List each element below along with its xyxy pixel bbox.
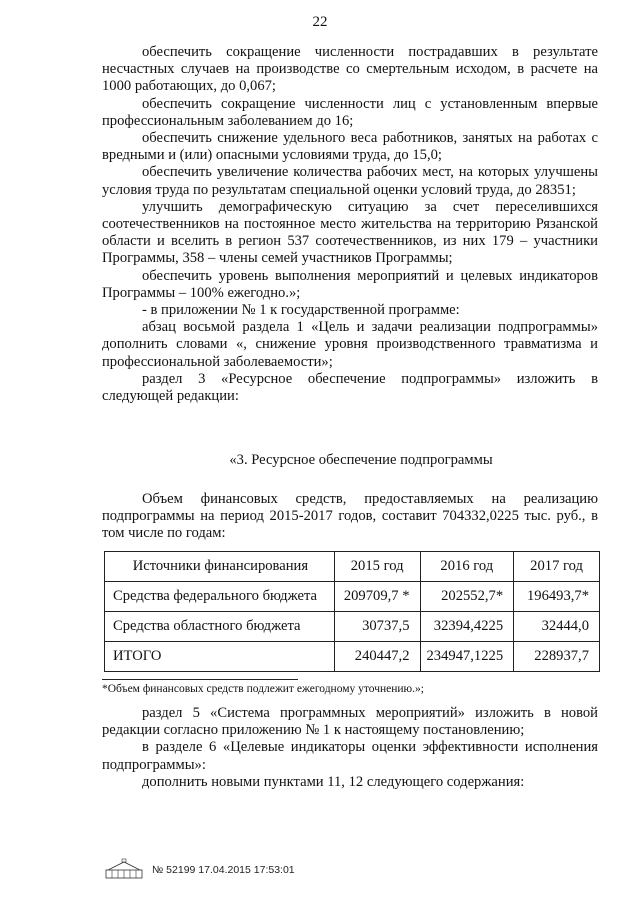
paragraph: улучшить демографическую ситуацию за счет переселившихся соотечественников на постоянное место жительства на территорию Рязанской области и вселить в регион 537 соотечественников, из них 179 – участники Программы, 358 – члены семей участников Программы; <box>102 198 598 267</box>
table-cell: 209709,7 * <box>334 582 420 612</box>
table-cell: 196493,7* <box>514 582 600 612</box>
section-heading: «3. Ресурсное обеспечение подпрограммы <box>229 452 493 468</box>
table-cell: 234947,1225 <box>420 642 514 672</box>
paragraph: раздел 5 «Система программных мероприятий» изложить в новой редакции согласно приложению № 1 к настоящему постановлению; <box>102 705 598 739</box>
table-cell: 32444,0 <box>514 612 600 642</box>
table-header: 2017 год <box>514 552 600 582</box>
table-header: 2015 год <box>334 552 420 582</box>
intro-text <box>102 491 598 543</box>
paragraph: обеспечить сокращение численности пострадавших в результате несчастных случаев на производстве со смертельным исходом, в расчете на 1000 работающих, до 0,067; <box>102 44 598 95</box>
paragraph: обеспечить уровень выполнения мероприятий и целевых индикаторов Программы – 100% ежегодно.»; <box>102 267 598 301</box>
table-cell: 240447,2 <box>334 642 420 672</box>
paragraph: дополнить новыми пунктами 11, 12 следующего содержания: <box>142 773 525 790</box>
table-row <box>105 582 600 612</box>
table-cell: Средства федерального бюджета <box>105 582 335 612</box>
paragraph: обеспечить снижение удельного веса работников, занятых на работах с вредными и (или) опасными условиями труда, до 15,0; <box>102 130 598 164</box>
table-cell: 32394,4225 <box>420 612 514 642</box>
footnote: *Объем финансовых средств подлежит ежегодному уточнению.»; <box>102 683 424 695</box>
body-text-continued <box>102 705 598 791</box>
paragraph: в разделе 6 «Целевые индикаторы оценки эффективности исполнения подпрограммы»: <box>102 739 598 773</box>
table-cell: ИТОГО <box>105 642 335 672</box>
paragraph: - в приложении № 1 к государственной программе: <box>142 302 460 319</box>
page-number: 22 <box>312 14 328 30</box>
registration-stamp-text: № 52199 17.04.2015 17:53:01 <box>152 864 295 876</box>
footnote-divider <box>102 679 298 680</box>
table-cell: 30737,5 <box>334 612 420 642</box>
table-row <box>105 612 600 642</box>
table-header: 2016 год <box>420 552 514 582</box>
table-cell: 228937,7 <box>514 642 600 672</box>
table-header: Источники финансирования <box>105 552 335 582</box>
funding-table <box>104 551 600 672</box>
table-header-row <box>105 552 600 582</box>
body-text <box>102 44 598 405</box>
table-cell: Средства областного бюджета <box>105 612 335 642</box>
paragraph: обеспечить увеличение количества рабочих мест, на которых улучшены условия труда по результатам специальной оценки условий труда, до 28351; <box>102 164 598 198</box>
paragraph: раздел 3 «Ресурсное обеспечение подпрограммы» изложить в следующей редакции: <box>102 370 598 405</box>
paragraph: обеспечить сокращение численности лиц с установленным впервые профессиональным заболеванием до 16; <box>102 95 598 129</box>
table-cell: 202552,7* <box>420 582 514 612</box>
paragraph: Объем финансовых средств, предоставляемых на реализацию подпрограммы на период 2015-2017 годов, составит 704332,0225 тыс. руб., в том числе по годам: <box>102 491 598 542</box>
table-row <box>105 642 600 672</box>
paragraph: абзац восьмой раздела 1 «Цель и задачи реализации подпрограммы» дополнить словами «, снижение уровня производственного травматизма и профессиональной заболеваемости»; <box>102 319 598 370</box>
government-building-stamp-icon <box>104 858 144 880</box>
